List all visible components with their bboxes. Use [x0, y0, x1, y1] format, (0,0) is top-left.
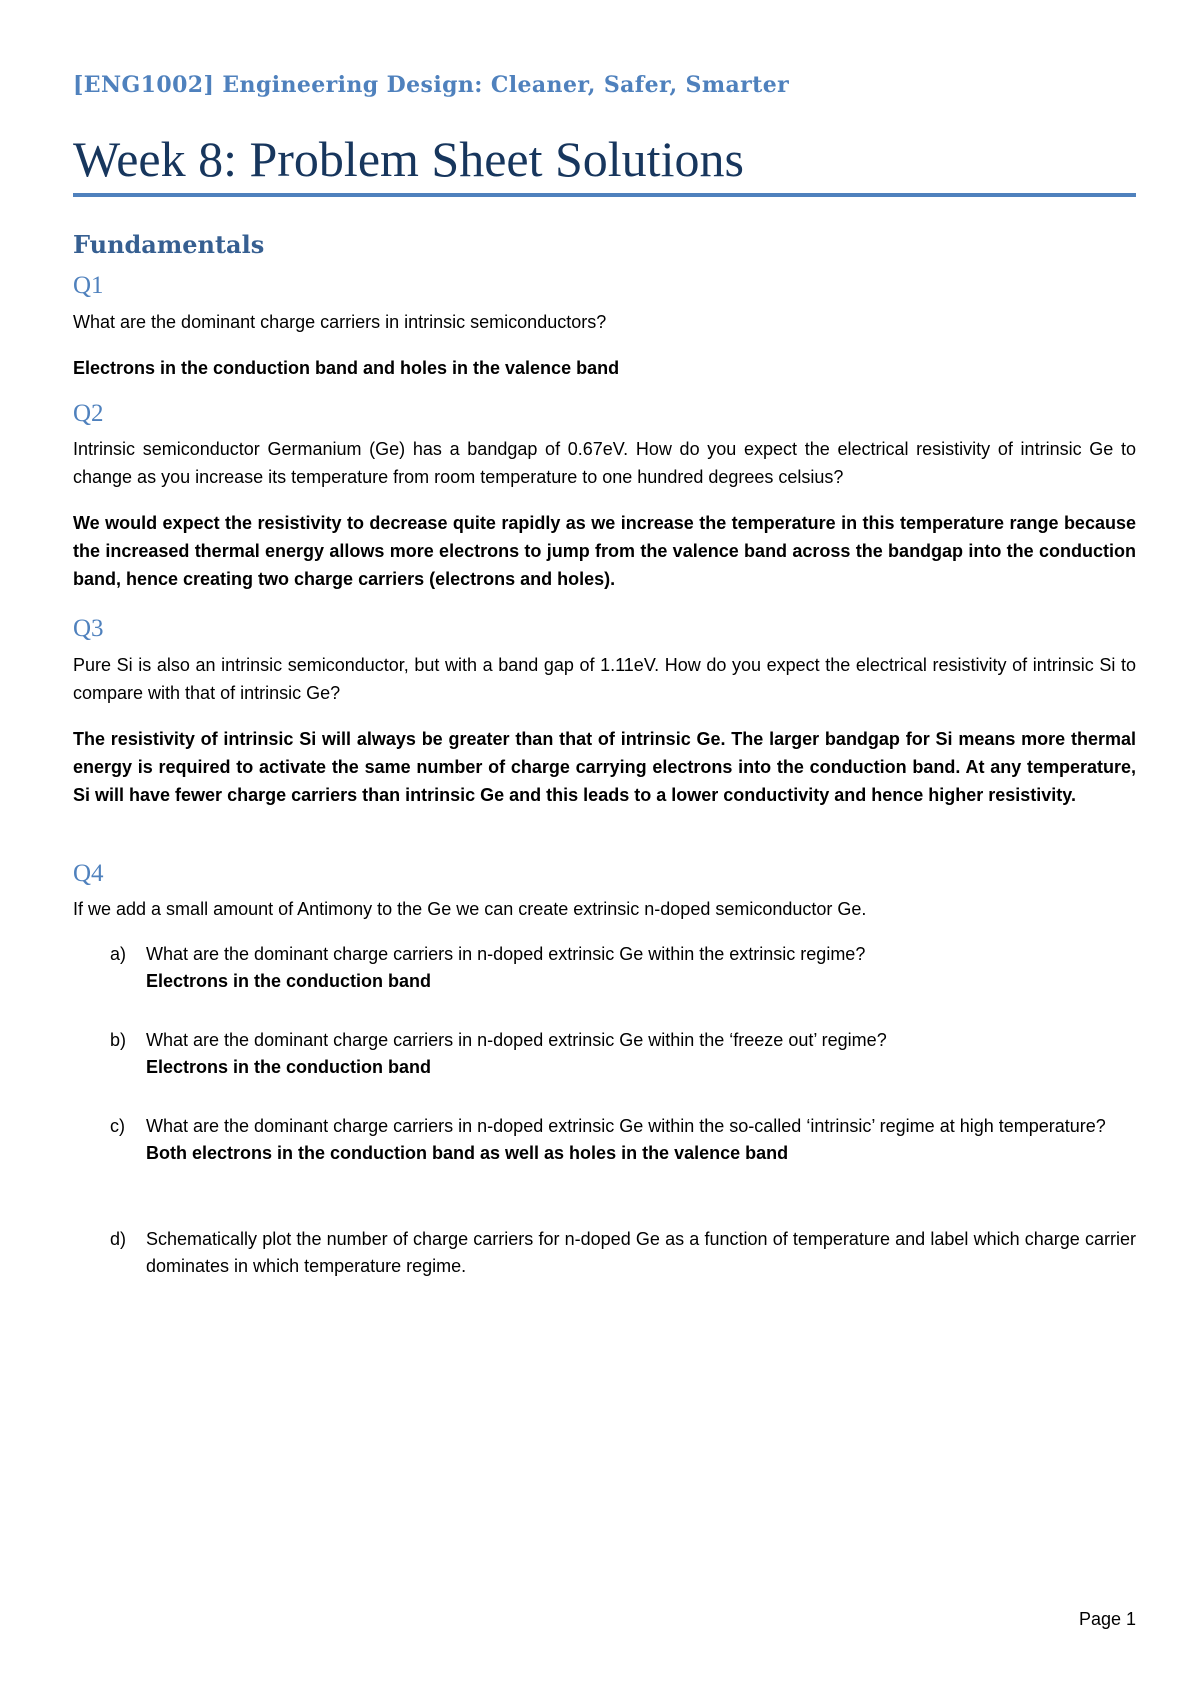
q3-answer: The resistivity of intrinsic Si will always be greater than that of intrinsic Ge. The larger bandgap for Si means more thermal energy is required to activate the same number of charge carrying electrons into the conduction band. At any temperature, Si will have fewer charge carriers than intrinsic Ge and this leads to a lower conductivity and hence higher resistivity. [73, 729, 1136, 805]
q4-intro: If we add a small amount of Antimony to the Ge we can create extrinsic n-doped semiconductor Ge. [73, 899, 867, 919]
q4-item-d [110, 1226, 1136, 1280]
q4-item-b [110, 1027, 1136, 1081]
title-underline [73, 193, 1136, 197]
q2-answer: We would expect the resistivity to decrease quite rapidly as we increase the temperature in this temperature range because the increased thermal energy allows more electrons to jump from the valence band across the bandgap into the conduction band, hence creating two charge carriers (electrons and holes). [73, 513, 1136, 589]
q4-heading: Q4 [73, 860, 104, 887]
page-number: Page 1 [1078, 1609, 1136, 1629]
q4-item-a [110, 941, 1136, 995]
q2-heading: Q2 [73, 400, 104, 427]
item-marker: c) [110, 1116, 125, 1136]
item-marker: d) [110, 1229, 127, 1249]
q1-answer: Electrons in the conduction band and holes in the valence band [73, 358, 620, 378]
item-answer: Electrons in the conduction band [146, 971, 432, 991]
q1-heading: Q1 [73, 272, 104, 299]
item-question: What are the dominant charge carriers in n-doped extrinsic Ge within the so-called ‘intrinsic’ regime at high temperature? [146, 1116, 1106, 1136]
item-marker: a) [110, 944, 127, 964]
q3-question: Pure Si is also an intrinsic semiconductor, but with a band gap of 1.11eV. How do you expect the electrical resistivity of intrinsic Si to compare with that of intrinsic Ge? [73, 655, 1136, 703]
q1-question: What are the dominant charge carriers in intrinsic semiconductors? [73, 312, 607, 332]
item-question: What are the dominant charge carriers in n-doped extrinsic Ge within the extrinsic regime? [146, 944, 866, 964]
q4-item-c [110, 1113, 1136, 1167]
item-question: What are the dominant charge carriers in n-doped extrinsic Ge within the ‘freeze out’ regime? [146, 1030, 887, 1050]
course-title: [ENG1002] Engineering Design: Cleaner, Safer, Smarter [73, 72, 790, 98]
section-heading: Fundamentals [73, 230, 265, 259]
q2-question: Intrinsic semiconductor Germanium (Ge) has a bandgap of 0.67eV. How do you expect the electrical resistivity of intrinsic Ge to change as you increase its temperature from room temperature to one hundred degrees celsius? [73, 439, 1136, 487]
item-answer: Electrons in the conduction band [146, 1057, 432, 1077]
q3-heading: Q3 [73, 615, 104, 642]
document-page [73, 0, 1136, 1698]
item-answer: Both electrons in the conduction band as well as holes in the valence band [146, 1143, 789, 1163]
page-title: Week 8: Problem Sheet Solutions [73, 131, 744, 187]
item-marker: b) [110, 1030, 127, 1050]
item-question: Schematically plot the number of charge carriers for n-doped Ge as a function of temperature and label which charge carrier dominates in which temperature regime. [146, 1229, 1136, 1276]
